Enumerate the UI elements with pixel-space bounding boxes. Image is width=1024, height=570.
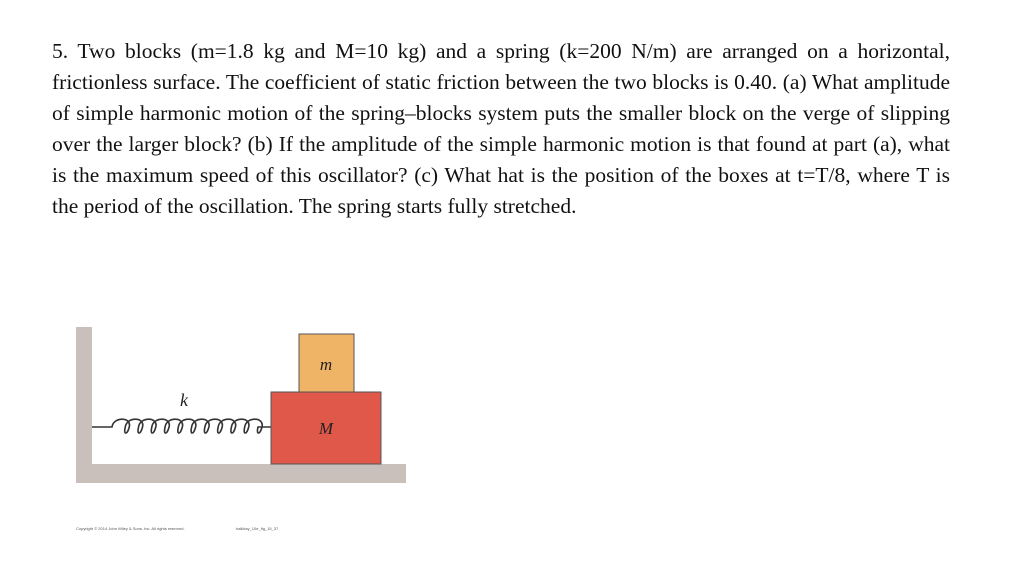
spring-label: k — [180, 390, 188, 410]
problem-statement: 5. Two blocks (m=1.8 kg and M=10 kg) and a spring (k=200 N/m) are arranged on a horizontal, frictionless surface. The coefficient of static friction between the two blocks is 0.40. (a) What amplitude of simple harmonic motion of the spring–blocks system puts the smaller block on the verge of slipping over the larger block? (b) If the amplitude of the simple harmonic motion is that found at part (a), what is the maximum speed of this oscillator? (c) What hat is the position of the boxes at t=T/8, where T is the period of the oscillation. The spring starts fully stretched. — [52, 39, 950, 218]
wall — [76, 327, 92, 483]
large-block-label: M — [318, 419, 334, 438]
spring — [92, 419, 271, 433]
small-block-label: m — [319, 355, 333, 374]
floor — [76, 464, 406, 483]
copyright-caption: Copyright © 2014 John Wiley & Sons, Inc. All rights reserved. — [76, 526, 185, 531]
figure-id-caption: halliday_10e_fig_15_37 — [236, 526, 279, 531]
